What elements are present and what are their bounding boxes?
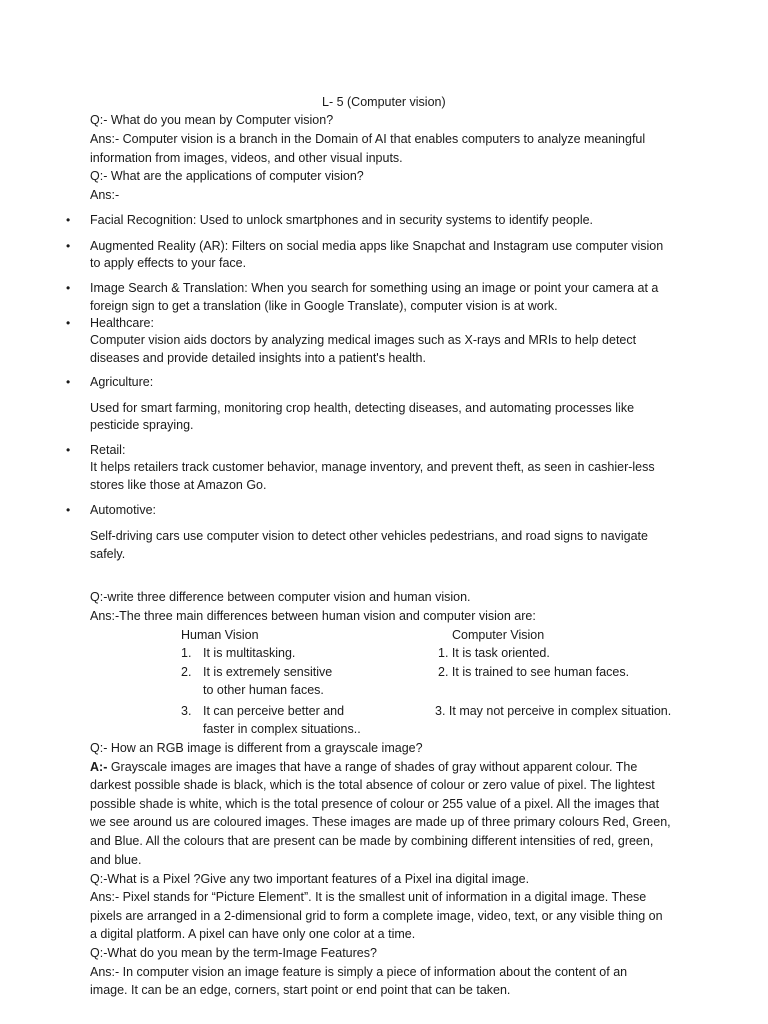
list-item-automotive-text: safely. xyxy=(90,547,126,561)
bullet-icon: • xyxy=(66,281,71,295)
answer-5-line: Ans:- Pixel stands for “Picture Element”. It is the smallest unit of information in a digital image. These xyxy=(90,890,647,904)
human-item-number: 2. xyxy=(181,665,192,679)
list-item-image-search: Image Search & Translation: When you search for something using an image or point your camera at a xyxy=(90,281,659,295)
answer-5-line: a digital platform. A pixel can have only one color at a time. xyxy=(90,927,416,941)
bullet-icon: • xyxy=(66,316,71,330)
question-1: Q:- What do you mean by Computer vision? xyxy=(90,113,334,127)
page-title: L- 5 (Computer vision) xyxy=(322,95,446,109)
list-item-retail-text: stores like those at Amazon Go. xyxy=(90,478,267,492)
human-item: It is multitasking. xyxy=(203,646,296,660)
computer-item: 1. It is task oriented. xyxy=(438,646,550,660)
bullet-icon: • xyxy=(66,213,71,227)
list-item-retail: Retail: xyxy=(90,443,126,457)
answer-6-line: Ans:- In computer vision an image feature is simply a piece of information about the content of an xyxy=(90,965,628,979)
column-header-computer: Computer Vision xyxy=(452,628,545,642)
list-item-ar: Augmented Reality (AR): Filters on social media apps like Snapchat and Instagram use computer vision xyxy=(90,239,664,253)
question-2: Q:- What are the applications of computer vision? xyxy=(90,169,364,183)
list-item-healthcare-text: Computer vision aids doctors by analyzing medical images such as X-rays and MRIs to help detect xyxy=(90,333,637,347)
list-item-agriculture: Agriculture: xyxy=(90,375,154,389)
bullet-icon: • xyxy=(66,239,71,253)
list-item-ar-cont: to apply effects to your face. xyxy=(90,256,247,270)
answer-4-text: Grayscale images are images that have a range of shades of gray without apparent colour. The xyxy=(107,760,638,774)
bullet-icon: • xyxy=(66,503,71,517)
answer-4-line: and blue. xyxy=(90,853,142,867)
answer-3: Ans:-The three main differences between human vision and computer vision are: xyxy=(90,609,536,623)
computer-item: 3. It may not perceive in complex situation. xyxy=(435,704,672,718)
list-item-facial-recognition: Facial Recognition: Used to unlock smartphones and in security systems to identify people. xyxy=(90,213,594,227)
answer-4-line: possible shade is white, which is the total presence of colour or 255 value of a pixel. All the images that xyxy=(90,797,660,811)
list-item-healthcare-text: diseases and provide detailed insights into a patient's health. xyxy=(90,351,426,365)
question-6: Q:-What do you mean by the term-Image Features? xyxy=(90,946,377,960)
question-4: Q:- How an RGB image is different from a grayscale image? xyxy=(90,741,423,755)
human-item-cont: faster in complex situations.. xyxy=(203,722,361,736)
answer-4-line: darkest possible shade is black, which is the total absence of colour or zero value of pixel. The lightest xyxy=(90,778,655,792)
answer-4-line xyxy=(90,758,637,776)
list-item-automotive: Automotive: xyxy=(90,503,157,517)
question-3: Q:-write three difference between computer vision and human vision. xyxy=(90,590,471,604)
computer-item: 2. It is trained to see human faces. xyxy=(438,665,630,679)
answer-5-line: pixels are arranged in a 2-dimensional grid to form a complete image, video, text, or any visible thing on xyxy=(90,909,663,923)
list-item-agriculture-text: pesticide spraying. xyxy=(90,418,194,432)
human-item-cont: to other human faces. xyxy=(203,683,324,697)
human-item-number: 1. xyxy=(181,646,192,660)
answer-4-line: and Blue. All the colours that are present can be made by combining different intensities of red, green, xyxy=(90,834,654,848)
human-item: It can perceive better and xyxy=(203,704,345,718)
bullet-icon: • xyxy=(66,375,71,389)
list-item-image-search-cont: foreign sign to get a translation (like in Google Translate), computer vision is at work. xyxy=(90,299,558,313)
human-item: It is extremely sensitive xyxy=(203,665,333,679)
answer-2-label: Ans:- xyxy=(90,188,120,202)
answer-1-line: Ans:- Computer vision is a branch in the Domain of AI that enables computers to analyze meaningful xyxy=(90,132,646,146)
question-5: Q:-What is a Pixel ?Give any two important features of a Pixel ina digital image. xyxy=(90,872,530,886)
list-item-automotive-text: Self-driving cars use computer vision to detect other vehicles pedestrians, and road signs to navigate xyxy=(90,529,648,543)
human-item-number: 3. xyxy=(181,704,192,718)
list-item-agriculture-text: Used for smart farming, monitoring crop health, detecting diseases, and automating processes like xyxy=(90,401,635,415)
list-item-retail-text: It helps retailers track customer behavior, manage inventory, and prevent theft, as seen in cashier-less xyxy=(90,460,655,474)
answer-4-label: A:- xyxy=(90,760,108,774)
bullet-icon: • xyxy=(66,443,71,457)
answer-6-line: image. It can be an edge, corners, start point or end point that can be taken. xyxy=(90,983,511,997)
answer-1-line: information from images, videos, and other visual inputs. xyxy=(90,151,403,165)
answer-4-line: we see around us are coloured images. These images are made up of three primary colours Red, Green, xyxy=(90,815,671,829)
list-item-healthcare: Healthcare: xyxy=(90,316,154,330)
column-header-human: Human Vision xyxy=(181,628,259,642)
